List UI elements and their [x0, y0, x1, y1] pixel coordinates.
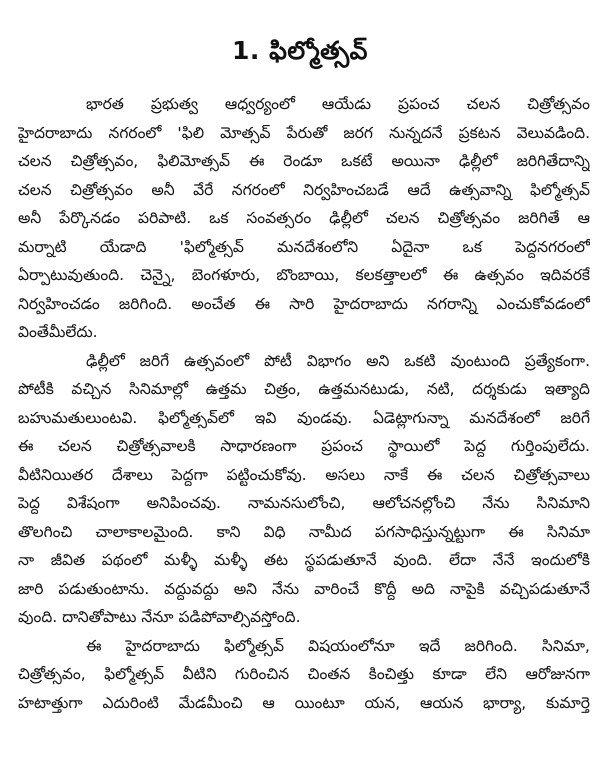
text-line: వుంది. దానితోపాటు నేనూ పడిపోవాల్సివస్తోంది. [18, 608, 301, 626]
text-line: వింతేమీలేదు. [18, 323, 98, 341]
paragraph-3 [18, 632, 590, 718]
text-line: జారి పడుతుంటాను. వద్దువద్దు అని నేను వారించే కొద్దీ అది నాపైకి వచ్చిపడుతూనే [18, 579, 590, 598]
chapter-title: 1. ఫిల్మోత్సవ్ [232, 36, 368, 65]
text-line: ఈ హైదరాబాదు ఫిల్మోత్సవ్ విషయంలోనూ ఇదే జరిగింది. సినిమా, [86, 636, 590, 655]
text-line: మర్నాటి యేడాది 'ఫిల్మోత్సవ్ మనదేశంలోని ఏదైనా ఒక పెద్దనగరంలో [18, 237, 590, 256]
text-line: వీటినియితర దేశాలు పెద్దగా పట్టించుకోవు. అసలు నాకే ఈ చలన చిత్రోత్సవాలు [18, 465, 590, 484]
text-line: పోటీకి వచ్చిన సినిమాల్లో ఉత్తమ చిత్రం, ఉత్తమనటుడు, నటి, దర్శకుడు ఇత్యాది [18, 380, 590, 398]
text-line: పెద్ద విశేషంగా అనిపించవు. నామనసులోంచి, ఆలోచనల్లోంచి నేను సినిమాని [18, 494, 590, 512]
text-line: ఏర్పాటువుతుంది. చెన్నై, బెంగళూరు, బొంబాయి, కలకత్తాలలో ఈ ఉత్సవం ఇదివరకే [18, 266, 590, 284]
text-line: చలన చిత్రోత్సవం అనీ వేరే నగరంలో నిర్వహించబడే ఆదే ఉత్సవాన్ని ఫిల్మోత్సవ్ [18, 180, 590, 199]
paragraph-2 [18, 347, 590, 632]
text-line: బహుమతులుంటవి. ఫిల్మోత్సవ్‌లో ఇవి వుండవు. ఏడెట్లాగున్నా మనదేశంలో జరిగే [18, 408, 590, 427]
text-line: ఈ చలన చిత్రోత్సవాలకి సాధారణంగా ప్రపంచ స్థాయిలో పెద్ద గుర్తింపులేదు. [18, 437, 590, 455]
text-line: చిత్రోత్సవం, ఫిల్మోత్సవ్ వీటిని గురించిన చింతన కించిత్తు కూడా లేని ఆరోజునగా [18, 665, 590, 683]
text-line: హటాత్తుగా ఎదురింటి మేడమీంచి ఆ యింటూ యన, ఆయన భార్యా, కుమార్తె [18, 693, 590, 712]
text-line: హైదరాబాదు నగరంలో 'ఫిలి మోత్సవ్ పేరుతో జరగ నున్నదనే ప్రకటన వెలువడింది. [18, 123, 590, 142]
text-line: అనీ పేర్కొనడం పరిపాటి. ఒక సంవత్సరం ఢిల్లీలో చలన చిత్రోత్సవం జరిగితే ఆ [18, 209, 590, 227]
paragraph-1 [18, 90, 590, 347]
body-text [18, 90, 590, 717]
text-line: నిర్వహించడం జరిగింది. అంచేత ఈ సారి హైదరాబాదు నగరాన్ని ఎంచుకోవడంలో [18, 294, 590, 313]
text-line: తొలగించి చాలాకాలమైంది. కాని విధి నామీద పగసాధిస్తున్నట్టుగా ఈ సినిమా [18, 522, 590, 541]
text-line: నా జీవిత పథంలో మళ్ళీ మళ్ళీ తట స్థపడుతూనే వుంది. లేదా నేనే ఇందులోకి [18, 551, 590, 569]
text-line: భారత ప్రభుత్వ ఆధ్వర్యంలో ఆయేడు ప్రపంచ చలన చిత్రోత్సవం [86, 95, 590, 113]
text-line: చలన చిత్రోత్సవం, ఫిలిమోత్సవ్ ఈ రెండూ ఒకటే అయినా ఢిల్లీలో జరిగితేదాన్ని [18, 152, 590, 170]
text-line: ఢిల్లీలో జరిగే ఉత్సవంలో పోటీ విభాగం అని ఒకటి వుంటుంది ప్రత్యేకంగా. [86, 351, 590, 370]
